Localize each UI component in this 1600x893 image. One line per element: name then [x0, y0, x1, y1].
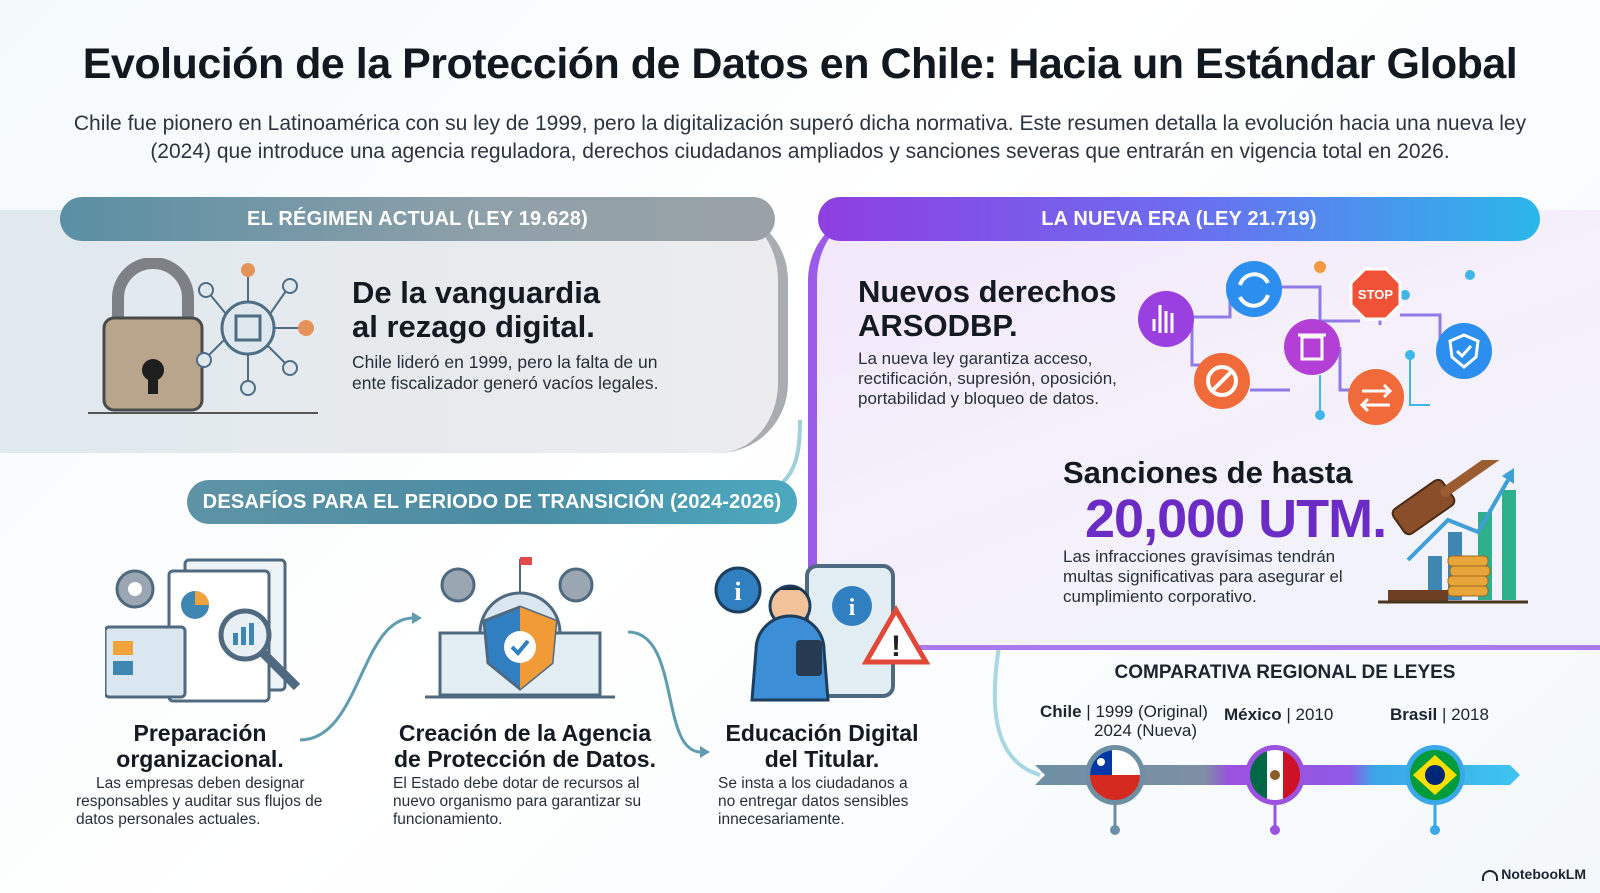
- step-2-title-line-1: Creación de la Agencia: [398, 720, 652, 746]
- shield-check-icon: [1436, 323, 1492, 379]
- text-line-2: ente fiscalizador generó vacíos legales.: [352, 373, 659, 393]
- country-brazil-year: 2018: [1451, 705, 1489, 724]
- text-line-1: Chile lideró en 1999, pero la falta de un: [352, 352, 658, 372]
- heading-line-2: al rezago digital.: [352, 309, 595, 344]
- country-mexico-year: 2010: [1295, 705, 1334, 724]
- brazil-flag-pin: [1405, 745, 1465, 835]
- brand-label: [1482, 866, 1586, 882]
- country-brazil-name: Brasil: [1390, 705, 1438, 724]
- stop-sign-text: STOP: [1357, 287, 1394, 302]
- step-2-title: [385, 720, 665, 772]
- rights-heading-line-2: ARSODBP.: [858, 308, 1018, 343]
- step-3-title: [712, 720, 932, 772]
- country-brazil-label: Brasil | 2018: [1390, 705, 1489, 724]
- country-chile-year2: 2024 (Nueva): [1094, 721, 1198, 740]
- rights-text-line-2: rectificación, supresión, oposición,: [858, 369, 1117, 388]
- new-rights-heading: [858, 275, 1116, 343]
- current-regime-header: EL RÉGIMEN ACTUAL (LEY 19.628): [60, 197, 775, 241]
- step-2-title-line-2: de Protección de Datos.: [393, 746, 656, 772]
- step-3-text: [712, 775, 932, 829]
- country-chile-year: 1999 (Original): [1095, 702, 1208, 721]
- swap-icon: [1348, 369, 1404, 425]
- step-1-text-line-3: datos personales actuales.: [76, 811, 261, 828]
- step-3-text-line-2: no entregar datos sensibles: [718, 793, 909, 810]
- sanctions-amount: 20,000 UTM.: [1085, 489, 1387, 549]
- step-preparation: [70, 720, 330, 829]
- country-mexico-name: México: [1224, 705, 1282, 724]
- svg-text:i: i: [848, 595, 856, 621]
- sanctions-heading: Sanciones de hasta: [1063, 455, 1353, 490]
- step-1-text-line-1: Las empresas deben designar: [96, 775, 305, 792]
- step-3-text-line-1: Se insta a los ciudadanos a: [718, 775, 908, 792]
- agency-shield-icon: [420, 553, 620, 703]
- rights-text-line-3: portabilidad y bloqueo de datos.: [858, 389, 1100, 408]
- step-3-title-line-2: del Titular.: [764, 746, 880, 772]
- sync-icon: [1226, 261, 1282, 317]
- heading-line-1: De la vanguardia: [352, 275, 601, 310]
- sanctions-text-line-3: cumplimiento corporativo.: [1063, 587, 1257, 606]
- rights-text-line-1: La nueva ley garantiza acceso,: [858, 349, 1093, 368]
- page-title: Evolución de la Protección de Datos en Chile: Hacia un Estándar Global: [82, 40, 1518, 88]
- step-1-text: [70, 775, 330, 829]
- current-regime-heading: [352, 276, 600, 344]
- sanctions-text-line-1: Las infracciones gravísimas tendrán: [1063, 547, 1336, 566]
- step-education: [712, 720, 932, 829]
- current-regime-text: [352, 352, 658, 394]
- country-chile-name: Chile: [1040, 702, 1082, 721]
- rights-heading-line-1: Nuevos derechos: [858, 274, 1117, 309]
- sanctions-text: [1063, 547, 1343, 607]
- notebooklm-logo-icon: [1482, 870, 1498, 881]
- transition-header: DESAFÍOS PARA EL PERIODO DE TRANSICIÓN (2024-2026): [187, 480, 797, 524]
- country-mexico-label: México | 2010: [1224, 705, 1334, 724]
- new-rights-text: [858, 349, 1117, 409]
- svg-text:!: !: [891, 630, 901, 663]
- comparison-title: COMPARATIVA REGIONAL DE LEYES: [1114, 662, 1456, 683]
- step-3-text-line-3: innecesariamente.: [718, 811, 845, 828]
- citizen-education-icon: [712, 560, 932, 710]
- step-2-text: [385, 775, 665, 829]
- documents-audit-icon: [105, 555, 315, 705]
- gavel-chart-icon: [1378, 460, 1538, 608]
- rights-icon-network: [1130, 255, 1510, 430]
- step-agency: [385, 720, 665, 829]
- step-3-title-line-1: Educación Digital: [725, 720, 919, 746]
- step-2-text-line-3: funcionamiento.: [393, 811, 503, 828]
- brand-name: NotebookLM: [1501, 866, 1586, 882]
- step-1-text-line-2: responsables y auditar sus flujos de: [76, 793, 323, 810]
- sanctions-text-line-2: multas significativas para asegurar el: [1063, 567, 1343, 586]
- new-era-header: LA NUEVA ERA (LEY 21.719): [818, 197, 1540, 241]
- chile-flag-pin: [1085, 745, 1145, 835]
- trash-icon: [1284, 319, 1340, 375]
- country-chile-label: Chile | 1999 (Original) 2024 (Nueva): [1040, 702, 1208, 740]
- step-2-text-line-2: nuevo organismo para garantizar su: [393, 793, 642, 810]
- regional-timeline: [1030, 735, 1530, 845]
- step-1-title-line-1: Preparación: [133, 720, 267, 746]
- page-subtitle: Chile fue pionero en Latinoamérica con su ley de 1999, pero la digitalización superó dicha normativa. Este resumen detalla la evolución hacia una nueva ley (2024) que introduce una agencia reguladora, derechos ciudadanos ampliados y sanciones severas que entrarán en vigencia total en 2026.: [73, 112, 1527, 163]
- svg-text:i: i: [734, 577, 742, 606]
- step-1-title-line-2: organizacional.: [116, 746, 284, 772]
- lock-network-icon: [88, 258, 328, 418]
- mexico-flag-pin: [1245, 745, 1305, 835]
- step-1-title: [70, 720, 330, 772]
- step-2-text-line-1: El Estado debe dotar de recursos al: [393, 775, 640, 792]
